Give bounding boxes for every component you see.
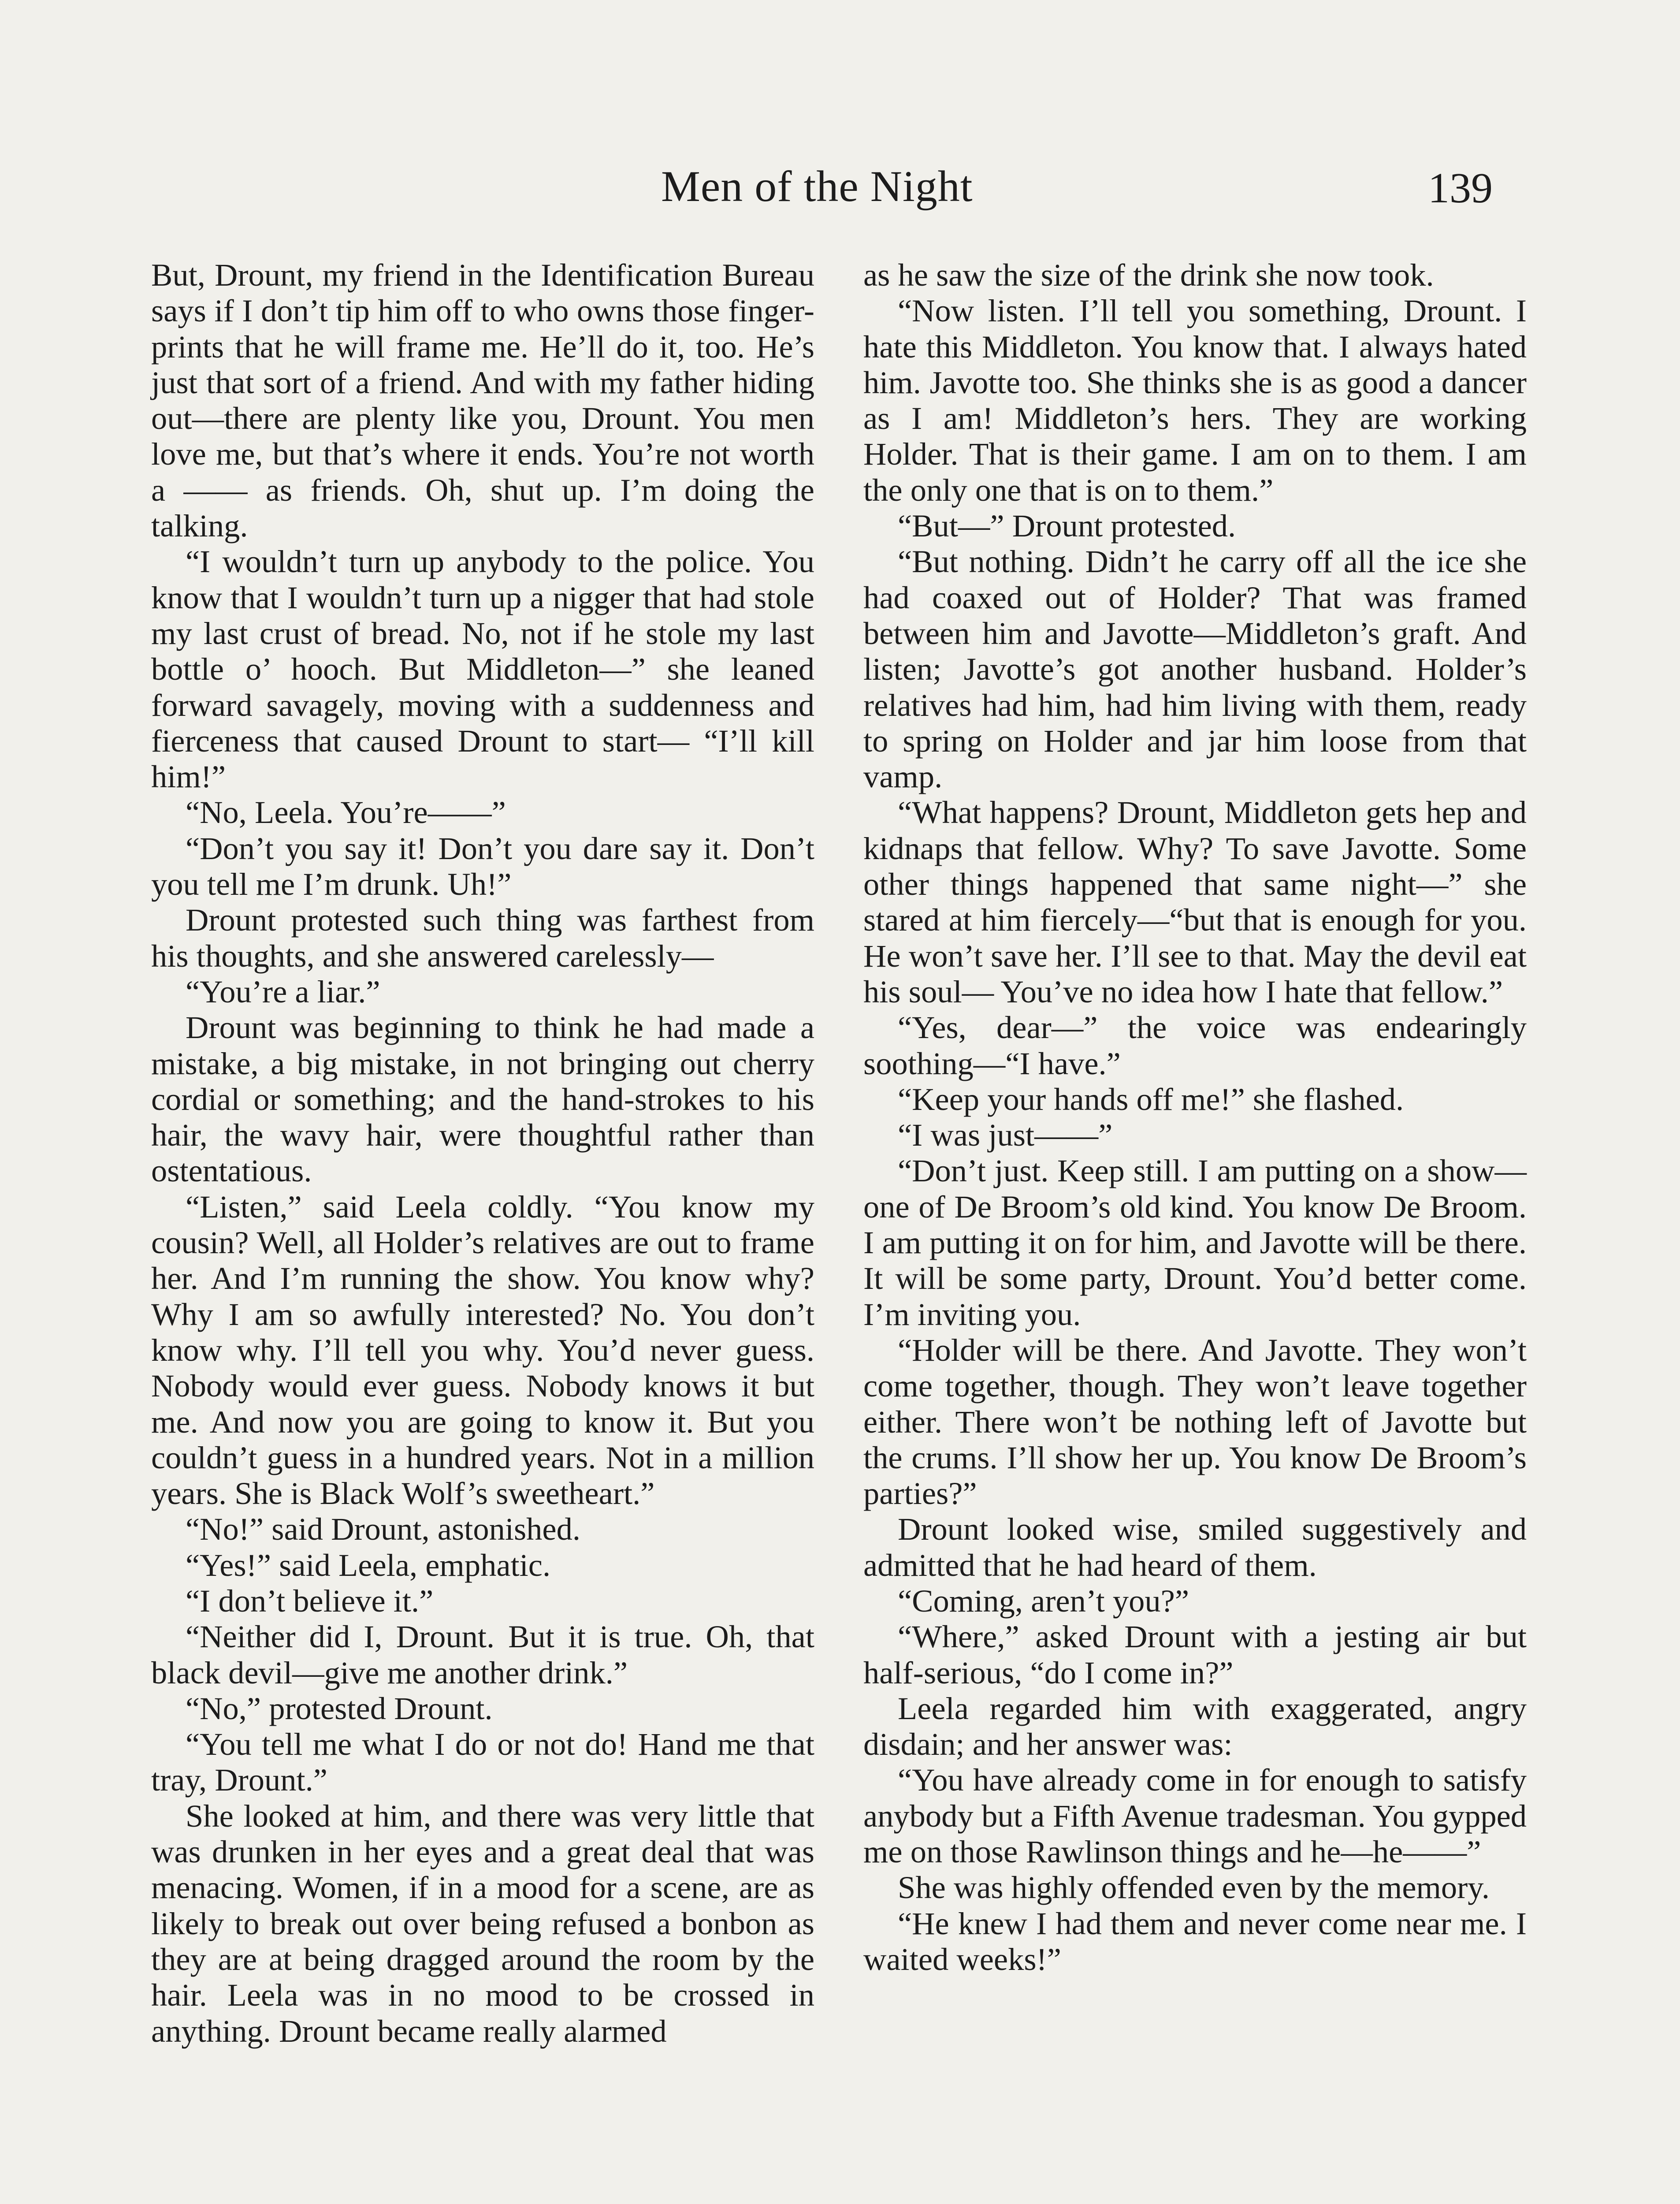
page-header [0,161,1680,227]
paragraph: “What happens? Drount, Middleton gets hep and kidnaps that fellow. Why? To save Javotte. Some other things happened that same night—” she stared at him fiercely—“but that is enough for you. He won’t save her. I’ll see to that. May the devil eat his soul— You’ve no idea how I hate that fellow.” [863,794,1527,1009]
paragraph: “Now listen. I’ll tell you something, Drount. I hate this Middleton. You know that. I always hated him. Javotte too. She thinks she is as good a dancer as I am! Middleton’s hers. They are working Holder. That is their game. I am on to them. I am the only one that is on to them.” [863,293,1527,508]
paragraph: “No!” said Drount, astonished. [186,1511,580,1547]
right-text-column [863,257,1527,1977]
paragraph: “Yes!” said Leela, emphatic. [186,1547,551,1583]
paragraph: “Don’t just. Keep still. I am putting on a show—one of De Broom’s old kind. You know De Broom. I am putting it on for him, and Javotte will be there. It will be some party, Drount. You’d better come. I’m inviting you. [863,1153,1527,1332]
paragraph: “But nothing. Didn’t he carry off all the ice she had coaxed out of Holder? That was framed between him and Javotte—Middleton’s graft. And listen; Javotte’s got another husband. Holder’s relatives had him, had him living with them, ready to spring on Holder and jar him loose from that vamp. [863,544,1527,795]
paragraph: “He knew I had them and never come near me. I waited weeks!” [863,1905,1527,1977]
paragraph: “Listen,” said Leela coldly. “You know my cousin? Well, all Holder’s relatives are out to frame her. And I’m running the show. You know why? Why I am so awfully interested? No. You don’t know why. I’ll tell you why. You’d never guess. Nobody would ever guess. Nobody knows it but me. And now you are going to know it. But you couldn’t guess in a hundred years. Not in a million years. She is Black Wolf’s sweetheart.” [151,1188,814,1512]
paragraph: as he saw the size of the drink she now took. [863,257,1434,293]
paragraph: “You’re a liar.” [186,973,380,1009]
paragraph: “Where,” asked Drount with a jesting air but half-serious, “do I come in?” [863,1619,1527,1690]
paragraph: “No, Leela. You’re——” [186,794,506,830]
paragraph: “You have already come in for enough to satisfy anybody but a Fifth Avenue tradesman. You gypped me on those Rawlinson things and he—he——” [863,1762,1527,1870]
paragraph: Drount was beginning to think he had made a mistake, a big mistake, in not bringing out cherry cordial or something; and the hand-strokes to his hair, the wavy hair, were thoughtful rather than ostentatious. [151,1009,814,1189]
running-title: Men of the Night [661,162,973,211]
paragraph: “Coming, aren’t you?” [898,1582,1189,1619]
paragraph: “You tell me what I do or not do! Hand me that tray, Drount.” [151,1726,814,1798]
paragraph: “No,” protested Drount. [186,1690,493,1726]
paragraph: She was highly offended even by the memory. [898,1869,1490,1906]
left-text-column [151,257,814,2049]
paragraph: “Holder will be there. And Javotte. They won’t come together, though. They won’t leave together either. There won’t be nothing left of Javotte but the crums. I’ll show her up. You know De Broom’s parties?” [863,1332,1527,1512]
paragraph: “Keep your hands off me!” she flashed. [898,1081,1404,1117]
paragraph: She looked at him, and there was very little that was drunken in her eyes and a great deal that was menacing. Women, if in a mood for a scene, are as likely to break out over being refused a bonbon as they are at being dragged around the room by the hair. Leela was in no mood to be crossed in anything. Drount became really alarmed [151,1798,814,2049]
paragraph: Leela regarded him with exaggerated, angry disdain; and her answer was: [863,1690,1527,1762]
paragraph: “I don’t believe it.” [186,1582,434,1619]
page-number: 139 [1428,164,1493,212]
paragraph: “I was just——” [898,1117,1113,1153]
paragraph: “I wouldn’t turn up anybody to the police. You know that I wouldn’t turn up a nigger that had stole my last crust of bread. No, not if he stole my last bottle o’ hooch. But Middleton—” she leaned forward savagely, moving with a suddenness and fierceness that caused Drount to start— “I’ll kill him!” [151,544,814,795]
paragraph: “But—” Drount protested. [898,508,1236,544]
paragraph: Drount looked wise, smiled suggestively and admitted that he had heard of them. [863,1511,1527,1583]
paragraph: Drount protested such thing was farthest from his thoughts, and she answered carelessly— [151,902,814,974]
paragraph: “Neither did I, Drount. But it is true. Oh, that black devil—give me another drink.” [151,1619,814,1690]
paragraph: “Don’t you say it! Don’t you dare say it. Don’t you tell me I’m drunk. Uh!” [151,830,814,902]
paragraph: “Yes, dear—” the voice was endearingly soothing—“I have.” [863,1009,1527,1081]
paragraph: But, Drount, my friend in the Identification Bureau says if I don’t tip him off to who owns those finger-prints that he will frame me. He’ll do it, too. He’s just that sort of a friend. And with my father hiding out—there are plenty like you, Drount. You men love me, but that’s where it ends. You’re not worth a —— as friends. Oh, shut up. I’m doing the talking. [151,257,814,544]
